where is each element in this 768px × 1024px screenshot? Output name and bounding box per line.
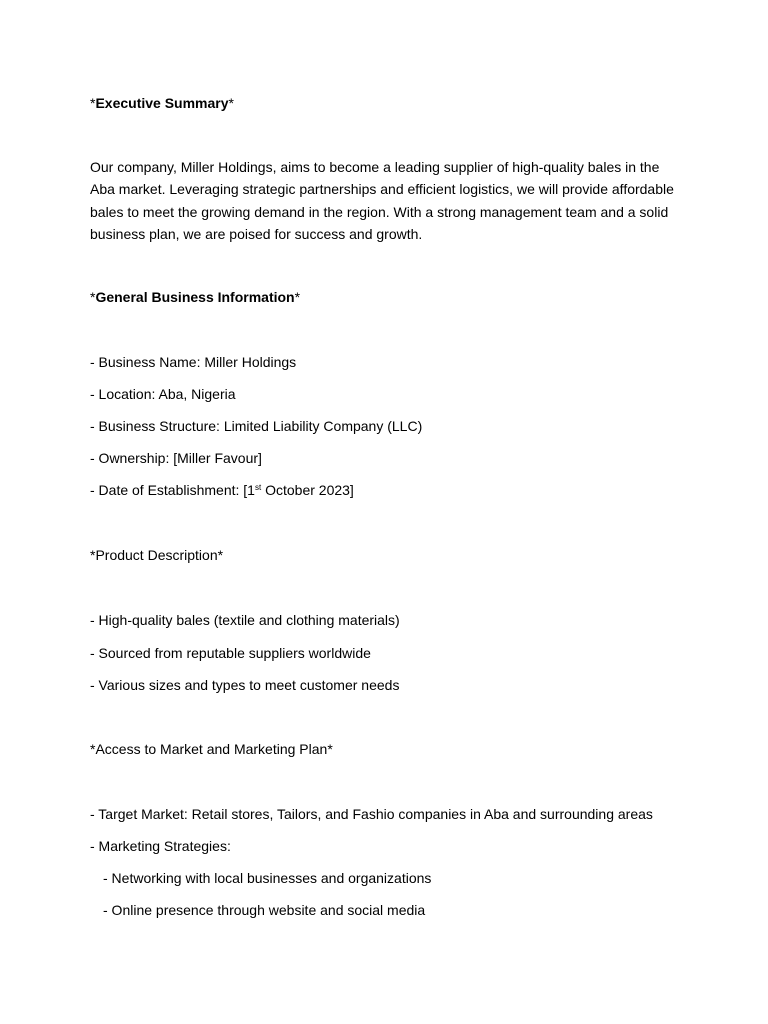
product-description-heading: *Product Description* xyxy=(90,547,224,563)
sub-list-item-networking: - Networking with local businesses and organizations xyxy=(103,870,432,886)
list-item-ownership: - Ownership: [Miller Favour] xyxy=(90,450,262,466)
list-item-business-structure: - Business Structure: Limited Liability Company (LLC) xyxy=(90,418,423,434)
heading-text: Executive Summary xyxy=(95,95,229,111)
list-item-date-of-establishment xyxy=(90,481,354,499)
list-item-marketing-strategies: - Marketing Strategies: xyxy=(90,838,231,854)
date-suffix: October 2023] xyxy=(261,482,354,498)
list-item-location: - Location: Aba, Nigeria xyxy=(90,386,236,402)
list-item-product-quality: - High-quality bales (textile and clothing materials) xyxy=(90,612,400,628)
heading-suffix: * xyxy=(228,95,234,111)
marketing-heading: *Access to Market and Marketing Plan* xyxy=(90,741,333,757)
heading-prefix: * xyxy=(90,95,96,111)
list-item-business-name: - Business Name: Miller Holdings xyxy=(90,354,297,370)
heading-text: General Business Information xyxy=(95,289,295,305)
date-prefix: - Date of Establishment: [1 xyxy=(90,482,255,498)
general-info-heading xyxy=(90,288,300,306)
date-superscript: st xyxy=(254,483,262,492)
heading-suffix: * xyxy=(294,289,301,305)
list-item-target-market: - Target Market: Retail stores, Tailors, and Fashio companies in Aba and surrounding areas xyxy=(90,806,653,822)
list-item-product-sourcing: - Sourced from reputable suppliers worldwide xyxy=(90,645,371,661)
executive-summary-heading xyxy=(90,94,234,112)
list-item-product-sizes: - Various sizes and types to meet customer needs xyxy=(90,677,400,693)
executive-summary-paragraph: Our company, Miller Holdings, aims to become a leading supplier of high-quality bales in the Aba market. Leveraging strategic partnerships and efficient logistics, we will provide affordable bales to meet the growing demand in the region. With a strong management team and a solid business plan, we are poised for success and growth. xyxy=(90,159,674,242)
sub-list-item-online-presence: - Online presence through website and social media xyxy=(103,902,426,918)
heading-prefix: * xyxy=(90,289,96,305)
